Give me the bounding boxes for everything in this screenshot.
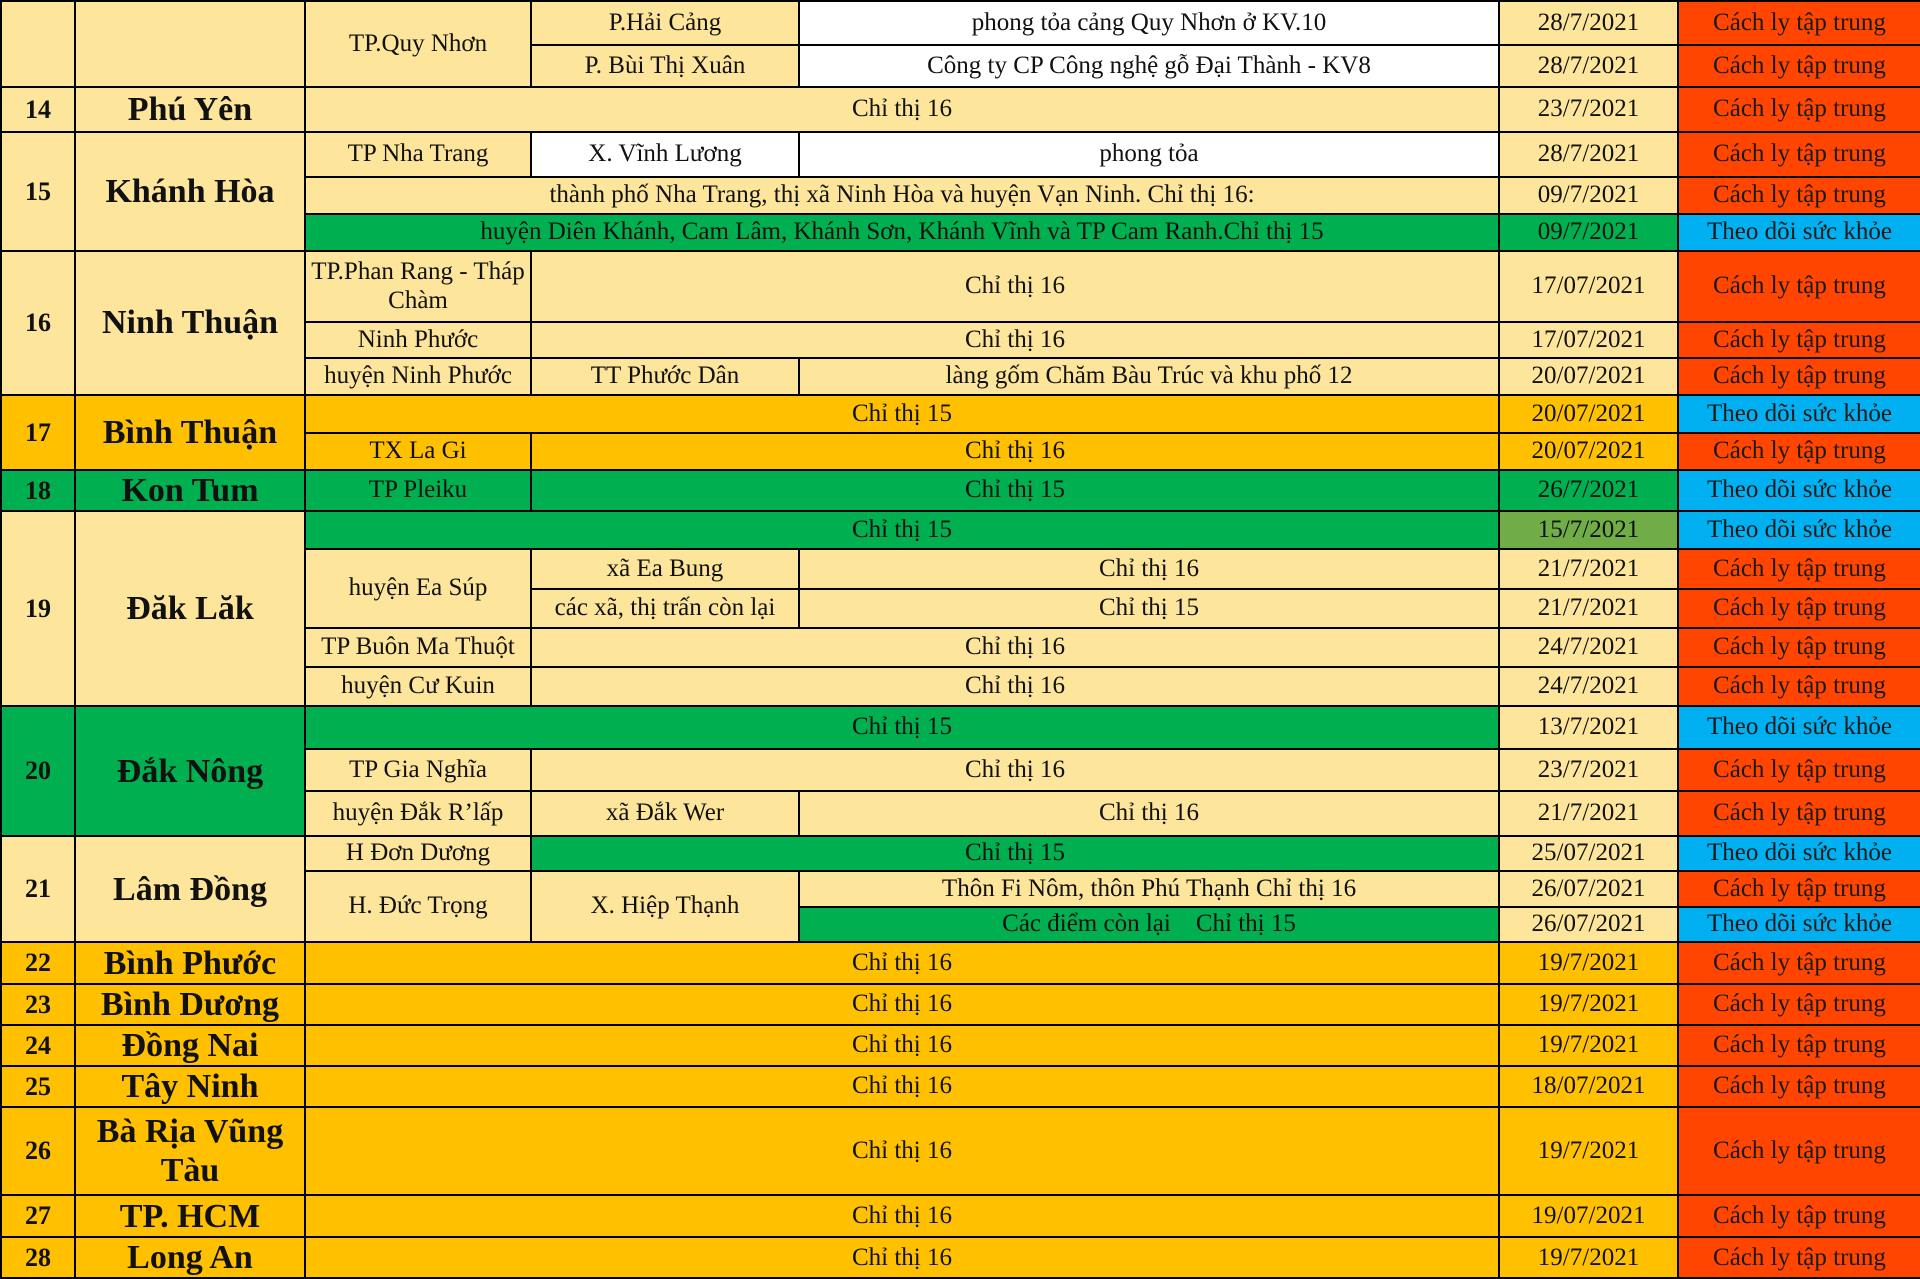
district-cell: huyện Ninh Phước xyxy=(305,358,531,395)
detail-cell: Chỉ thị 16 xyxy=(531,251,1499,322)
province-cell: Ninh Thuận xyxy=(75,251,305,395)
date-cell: 26/07/2021 xyxy=(1499,871,1678,907)
detail-cell: Chỉ thị 16 xyxy=(305,1066,1499,1107)
row-number-cell: 17 xyxy=(1,395,75,470)
detail-cell: thành phố Nha Trang, thị xã Ninh Hòa và huyện Vạn Ninh. Chỉ thị 16: xyxy=(305,177,1499,214)
detail-cell: Chỉ thị 16 xyxy=(531,628,1499,667)
ward-cell: P.Hải Cảng xyxy=(531,1,799,45)
row-number-cell: 23 xyxy=(1,984,75,1025)
status-cell: Cách ly tập trung xyxy=(1678,251,1920,322)
status-cell: Theo dõi sức khỏe xyxy=(1678,907,1920,942)
detail-cell: Chỉ thị 15 xyxy=(799,589,1499,628)
date-cell: 20/07/2021 xyxy=(1499,395,1678,433)
detail-cell: Chỉ thị 15 xyxy=(305,395,1499,433)
table-row xyxy=(1,836,1920,871)
district-cell: huyện Ea Súp xyxy=(305,549,531,628)
status-cell: Cách ly tập trung xyxy=(1678,1237,1920,1278)
province-cell: Khánh Hòa xyxy=(75,132,305,251)
status-cell: Cách ly tập trung xyxy=(1678,942,1920,984)
district-cell: TP.Quy Nhơn xyxy=(305,1,531,87)
province-cell: Lâm Đồng xyxy=(75,836,305,942)
detail-cell: Chỉ thị 16 xyxy=(531,433,1499,470)
status-cell: Cách ly tập trung xyxy=(1678,1195,1920,1237)
district-cell: H. Đức Trọng xyxy=(305,871,531,942)
table-row xyxy=(1,511,1920,549)
table-row xyxy=(1,1107,1920,1195)
detail-cell: phong tỏa xyxy=(799,132,1499,177)
province-cell: Bình Thuận xyxy=(75,395,305,470)
table-row xyxy=(1,1066,1920,1107)
detail-cell: Chỉ thị 15 xyxy=(531,470,1499,511)
ward-cell: xã Đắk Wer xyxy=(531,791,799,836)
table-row xyxy=(1,251,1920,322)
district-cell: TP.Phan Rang - Tháp Chàm xyxy=(305,251,531,322)
row-number-cell: 24 xyxy=(1,1025,75,1066)
detail-cell: Thôn Fi Nôm, thôn Phú Thạnh Chỉ thị 16 xyxy=(799,871,1499,907)
detail-cell: Chỉ thị 16 xyxy=(305,984,1499,1025)
row-number-cell: 19 xyxy=(1,511,75,706)
status-cell: Theo dõi sức khỏe xyxy=(1678,395,1920,433)
table-row xyxy=(1,1025,1920,1066)
detail-cell: Chỉ thị 16 xyxy=(305,1237,1499,1278)
status-cell: Theo dõi sức khỏe xyxy=(1678,706,1920,749)
date-cell: 13/7/2021 xyxy=(1499,706,1678,749)
date-cell: 23/7/2021 xyxy=(1499,749,1678,791)
status-cell: Cách ly tập trung xyxy=(1678,791,1920,836)
detail-cell: Chỉ thị 16 xyxy=(305,942,1499,984)
status-cell: Cách ly tập trung xyxy=(1678,1107,1920,1195)
detail-cell: Chỉ thị 16 xyxy=(531,322,1499,358)
row-number-cell: 26 xyxy=(1,1107,75,1195)
date-cell: 21/7/2021 xyxy=(1499,791,1678,836)
row-number-cell: 25 xyxy=(1,1066,75,1107)
date-cell: 09/7/2021 xyxy=(1499,214,1678,251)
province-cell: Đăk Lăk xyxy=(75,511,305,706)
detail-cell: Chỉ thị 16 xyxy=(305,1025,1499,1066)
detail-cell: Công ty CP Công nghệ gỗ Đại Thành - KV8 xyxy=(799,45,1499,87)
detail-cell: Chỉ thị 16 xyxy=(531,749,1499,791)
status-cell: Cách ly tập trung xyxy=(1678,549,1920,589)
status-cell: Cách ly tập trung xyxy=(1678,132,1920,177)
detail-cell: Chỉ thị 16 xyxy=(305,1107,1499,1195)
detail-cell: làng gốm Chăm Bàu Trúc và khu phố 12 xyxy=(799,358,1499,395)
status-cell: Theo dõi sức khỏe xyxy=(1678,470,1920,511)
status-cell: Theo dõi sức khỏe xyxy=(1678,836,1920,871)
status-cell: Cách ly tập trung xyxy=(1678,433,1920,470)
row-number-cell: 20 xyxy=(1,706,75,836)
row-number-cell: 14 xyxy=(1,87,75,132)
detail-cell: Chỉ thị 15 xyxy=(531,836,1499,871)
date-cell: 15/7/2021 xyxy=(1499,511,1678,549)
province-cell: Tây Ninh xyxy=(75,1066,305,1107)
status-cell: Cách ly tập trung xyxy=(1678,358,1920,395)
detail-cell: Chỉ thị 16 xyxy=(531,667,1499,706)
date-cell: 09/7/2021 xyxy=(1499,177,1678,214)
date-cell: 28/7/2021 xyxy=(1499,1,1678,45)
table-row xyxy=(1,1,1920,45)
table-row xyxy=(1,1237,1920,1278)
province-cell: Kon Tum xyxy=(75,470,305,511)
table-row xyxy=(1,1195,1920,1237)
table-row xyxy=(1,395,1920,433)
district-cell: TP Buôn Ma Thuột xyxy=(305,628,531,667)
status-cell: Cách ly tập trung xyxy=(1678,1,1920,45)
date-cell: 25/07/2021 xyxy=(1499,836,1678,871)
province-cell: Bình Dương xyxy=(75,984,305,1025)
province-cell: Long An xyxy=(75,1237,305,1278)
district-cell: TP Nha Trang xyxy=(305,132,531,177)
date-cell: 19/7/2021 xyxy=(1499,1025,1678,1066)
status-cell: Cách ly tập trung xyxy=(1678,1025,1920,1066)
date-cell: 18/07/2021 xyxy=(1499,1066,1678,1107)
detail-cell: phong tỏa cảng Quy Nhơn ở KV.10 xyxy=(799,1,1499,45)
date-cell: 26/07/2021 xyxy=(1499,907,1678,942)
date-cell: 23/7/2021 xyxy=(1499,87,1678,132)
date-cell: 28/7/2021 xyxy=(1499,132,1678,177)
detail-cell: huyện Diên Khánh, Cam Lâm, Khánh Sơn, Khánh Vĩnh và TP Cam Ranh.Chỉ thị 15 xyxy=(305,214,1499,251)
row-number-cell: 16 xyxy=(1,251,75,395)
status-cell: Cách ly tập trung xyxy=(1678,749,1920,791)
province-cell: Đắk Nông xyxy=(75,706,305,836)
table-row xyxy=(1,706,1920,749)
date-cell: 20/07/2021 xyxy=(1499,358,1678,395)
ward-cell: X. Vĩnh Lương xyxy=(531,132,799,177)
district-cell: TP Gia Nghĩa xyxy=(305,749,531,791)
detail-cell: Các điểm còn lại Chỉ thị 15 xyxy=(799,907,1499,942)
status-cell: Cách ly tập trung xyxy=(1678,45,1920,87)
province-cell: Bà Rịa Vũng Tàu xyxy=(75,1107,305,1195)
status-cell: Cách ly tập trung xyxy=(1678,871,1920,907)
table-row xyxy=(1,470,1920,511)
status-cell: Cách ly tập trung xyxy=(1678,177,1920,214)
ward-cell: P. Bùi Thị Xuân xyxy=(531,45,799,87)
province-cell: Bình Phước xyxy=(75,942,305,984)
date-cell: 19/7/2021 xyxy=(1499,942,1678,984)
date-cell: 24/7/2021 xyxy=(1499,628,1678,667)
district-cell: TP Pleiku xyxy=(305,470,531,511)
date-cell: 21/7/2021 xyxy=(1499,589,1678,628)
status-cell: Cách ly tập trung xyxy=(1678,589,1920,628)
status-cell: Cách ly tập trung xyxy=(1678,1066,1920,1107)
district-cell: TX La Gi xyxy=(305,433,531,470)
row-number-cell: 22 xyxy=(1,942,75,984)
district-cell: H Đơn Dương xyxy=(305,836,531,871)
status-cell: Theo dõi sức khỏe xyxy=(1678,214,1920,251)
ward-cell: TT Phước Dân xyxy=(531,358,799,395)
status-cell: Cách ly tập trung xyxy=(1678,984,1920,1025)
status-cell: Cách ly tập trung xyxy=(1678,628,1920,667)
table-row xyxy=(1,132,1920,177)
province-cell xyxy=(75,1,305,87)
status-cell: Theo dõi sức khỏe xyxy=(1678,511,1920,549)
ward-cell: các xã, thị trấn còn lại xyxy=(531,589,799,628)
province-cell: Phú Yên xyxy=(75,87,305,132)
row-number-cell: 15 xyxy=(1,132,75,251)
row-number-cell: 27 xyxy=(1,1195,75,1237)
ward-cell: X. Hiệp Thạnh xyxy=(531,871,799,942)
date-cell: 19/7/2021 xyxy=(1499,984,1678,1025)
date-cell: 24/7/2021 xyxy=(1499,667,1678,706)
row-number-cell xyxy=(1,1,75,87)
district-cell: huyện Đắk R’lấp xyxy=(305,791,531,836)
date-cell: 19/07/2021 xyxy=(1499,1195,1678,1237)
date-cell: 20/07/2021 xyxy=(1499,433,1678,470)
district-cell: huyện Cư Kuin xyxy=(305,667,531,706)
date-cell: 17/07/2021 xyxy=(1499,251,1678,322)
detail-cell: Chỉ thị 16 xyxy=(305,1195,1499,1237)
date-cell: 21/7/2021 xyxy=(1499,549,1678,589)
row-number-cell: 18 xyxy=(1,470,75,511)
date-cell: 28/7/2021 xyxy=(1499,45,1678,87)
detail-cell: Chỉ thị 16 xyxy=(799,549,1499,589)
date-cell: 19/7/2021 xyxy=(1499,1107,1678,1195)
detail-cell: Chỉ thị 16 xyxy=(305,87,1499,132)
table-row xyxy=(1,984,1920,1025)
date-cell: 19/7/2021 xyxy=(1499,1237,1678,1278)
detail-cell: Chỉ thị 15 xyxy=(305,706,1499,749)
row-number-cell: 21 xyxy=(1,836,75,942)
status-cell: Cách ly tập trung xyxy=(1678,87,1920,132)
date-cell: 17/07/2021 xyxy=(1499,322,1678,358)
status-cell: Cách ly tập trung xyxy=(1678,322,1920,358)
date-cell: 26/7/2021 xyxy=(1499,470,1678,511)
detail-cell: Chỉ thị 16 xyxy=(799,791,1499,836)
province-cell: TP. HCM xyxy=(75,1195,305,1237)
ward-cell: xã Ea Bung xyxy=(531,549,799,589)
table-row xyxy=(1,87,1920,132)
district-cell: Ninh Phước xyxy=(305,322,531,358)
table-row xyxy=(1,942,1920,984)
row-number-cell: 28 xyxy=(1,1237,75,1278)
province-cell: Đồng Nai xyxy=(75,1025,305,1066)
status-cell: Cách ly tập trung xyxy=(1678,667,1920,706)
detail-cell: Chỉ thị 15 xyxy=(305,511,1499,549)
